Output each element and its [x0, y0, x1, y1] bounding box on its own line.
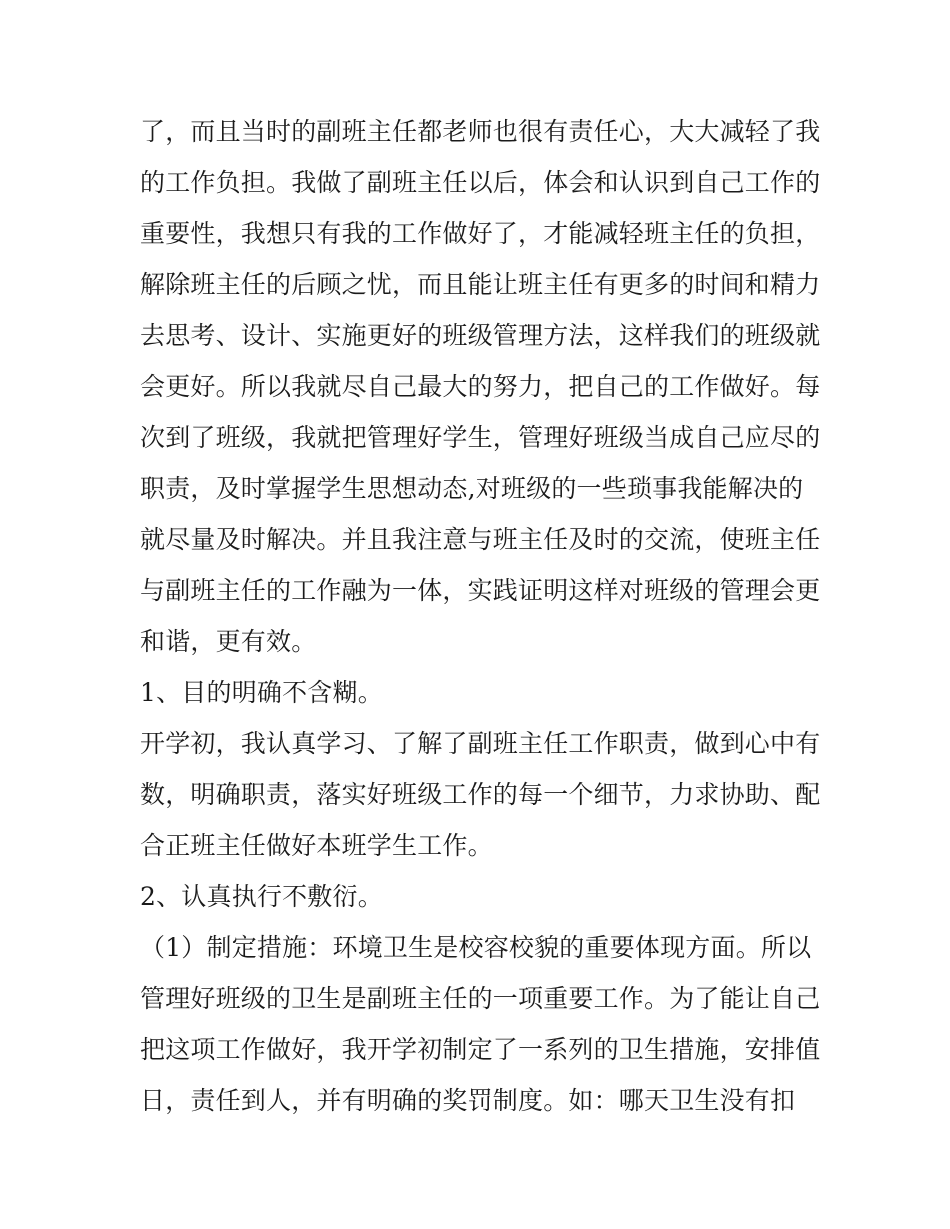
text-line: 与副班主任的工作融为一体，实践证明这样对班级的管理会更: [140, 576, 821, 605]
text-line: 职责，及时掌握学生思想动态,对班级的一些琐事我能解决的: [140, 474, 804, 503]
section-heading-2: 2、认真执行不敷衍。: [140, 882, 383, 911]
text-line: 合正班主任做好本班学生工作。: [140, 831, 493, 860]
text-line: 重要性，我想只有我的工作做好了，才能减轻班主任的负担，: [140, 219, 821, 248]
text-line: 的工作负担。我做了副班主任以后，体会和认识到自己工作的: [140, 168, 821, 197]
text-line: 解除班主任的后顾之忧，而且能让班主任有更多的时间和精力: [140, 270, 821, 299]
text-line: 数，明确职责，落实好班级工作的每一个细节，力求协助、配: [140, 780, 821, 809]
text-line: 日，责任到人，并有明确的奖罚制度。如：哪天卫生没有扣: [140, 1086, 796, 1115]
text-line: （1）制定措施：环境卫生是校容校貌的重要体现方面。所以: [140, 933, 812, 962]
text-line: 会更好。所以我就尽自己最大的努力，把自己的工作做好。每: [140, 372, 821, 401]
text-line: 就尽量及时解决。并且我注意与班主任及时的交流，使班主任: [140, 525, 821, 554]
text-line: 了，而且当时的副班主任都老师也很有责任心，大大减轻了我: [140, 117, 821, 146]
text-line: 管理好班级的卫生是副班主任的一项重要工作。为了能让自己: [140, 984, 821, 1013]
text-line: 次到了班级，我就把管理好学生，管理好班级当成自己应尽的: [140, 423, 821, 452]
text-line: 开学初，我认真学习、了解了副班主任工作职责，做到心中有: [140, 729, 821, 758]
body-text: [140, 106, 820, 1126]
text-line: 把这项工作做好，我开学初制定了一系列的卫生措施，安排值: [140, 1035, 821, 1064]
text-line: 去思考、设计、实施更好的班级管理方法，这样我们的班级就: [140, 321, 821, 350]
section-heading-1: 1、目的明确不含糊。: [140, 678, 383, 707]
text-line: 和谐，更有效。: [140, 627, 317, 656]
